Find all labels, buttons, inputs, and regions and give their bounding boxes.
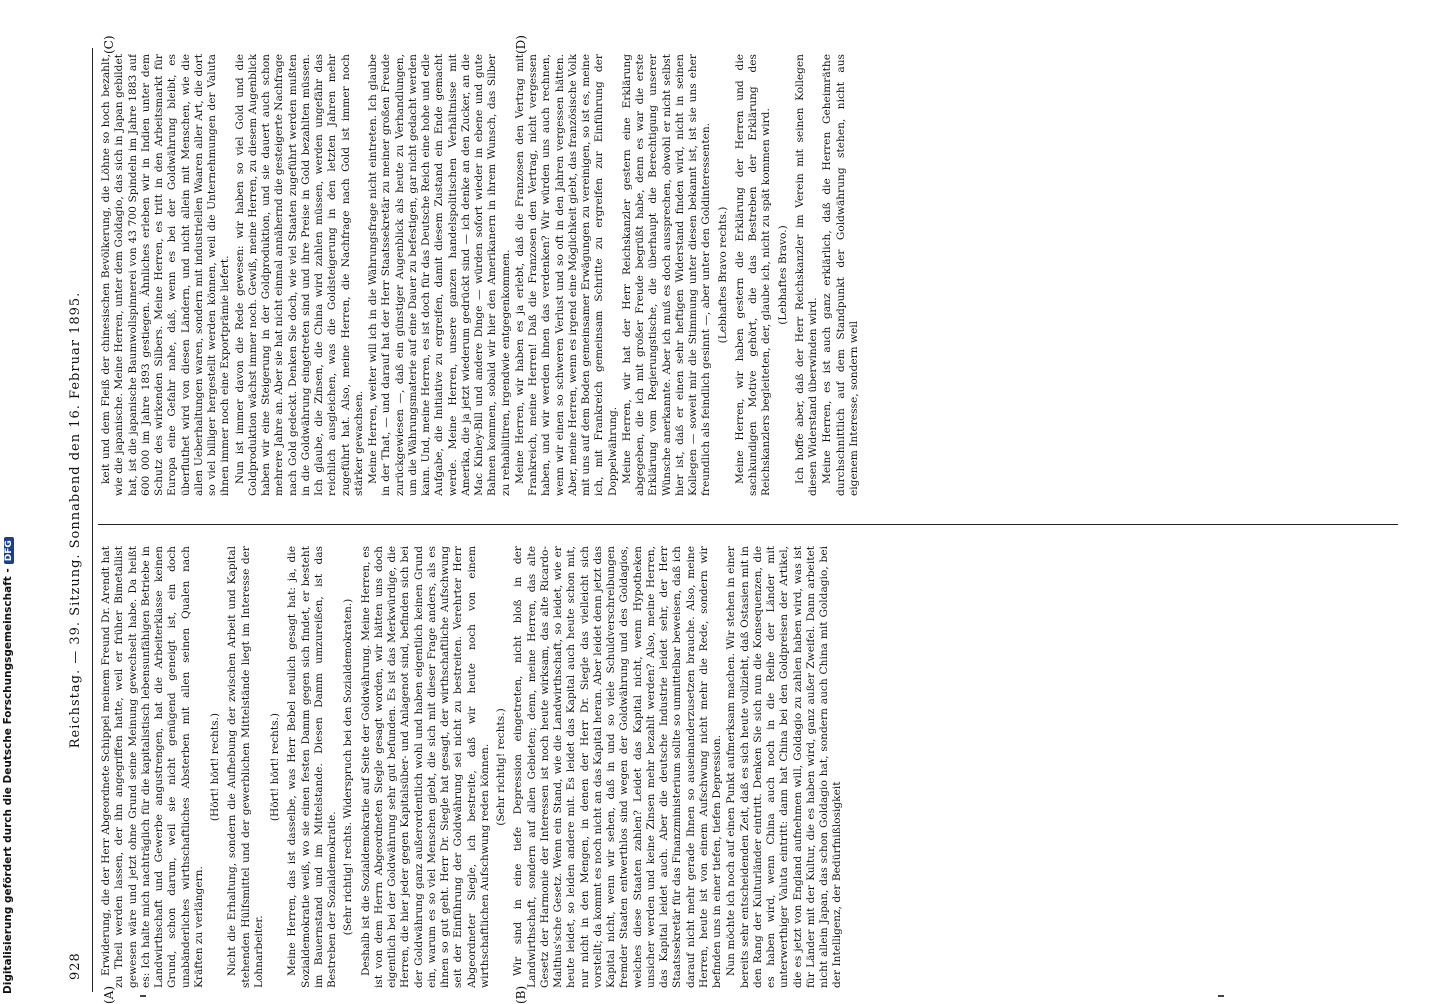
paragraph: Meine Herren, weiter will ich in die Währungsfrage nicht eintreten. Ich glaube in der That, — und darauf hat der Herr Staatssekretär zu meiner großen Freude zurückgewiesen —, daß ein günstiger Augenblick als heute zu Verhandlungen, um die Währungsmaterie auf eine Dauer zu befestigen, gar nicht gedacht werden kann. Und, meine Herren, es ist doch für das Deutsche Reich eine hohe und edle Aufgabe, die Initiative zu ergreifen, damit diesem Zustand ein Ende gemacht werde. Meine Herren, unsere ganzen handelspolitischen Verhältnisse mit Amerika, die ja jetzt wiederum gedrückt sind — ich denke an den Zucker, an die Mac Kinley-Bill und andere Dinge — würden sofort wieder in ebene und gute Bahnen kommen, sobald wir hier den Amerikanern in ihrem Wunsch, das Silber zu rehabilitiren, irgendwie entgegenkommen.: [367, 54, 512, 496]
margin-mark-d: (D): [514, 35, 528, 54]
interjection: (Hört! hört! rechts.): [209, 712, 221, 822]
paragraph: Meine Herren, das ist dasselbe, was Herr Bebel neulich gesagt hat: ja, die Sozialdemokratie weiß, wo sie einen festen Damm gegen sich findet, er besteht im Bauernstand und im Mittelstande. Diesen Damm umzureißen, ist das Bestreben der Sozialdemokratie.: [286, 546, 338, 988]
scan-tick-mark: [140, 995, 146, 997]
interjection: (Sehr richtig! rechts.): [495, 708, 507, 826]
margin-mark-a: (A): [102, 985, 116, 1004]
paragraph: Meine Herren, wir hat der Herr Reichskanzler gestern eine Erklärung abgegeben, die ich mit großer Freude begrüßt habe, denn es war die erste Erklärung vom Regierungstische, die überhaupt die Berechtigung unserer Wünsche anerkannte. Aber ich muß es doch aussprechen, obwohl er nicht selbst hier ist, daß er einen sehr heftigen Widerstand finden wird, nicht in seinen Kollegen — soweit mir die Stimmung unter diesen bekannt ist, ist sie uns eher freundlich als feindlich gesinnt —, aber unter den Goldinteressenten.: [620, 54, 713, 496]
paragraph: keit und dem Fleiß der chinesischen Bevölkerung, die Löhne so hoch bezahlt, wie die japanische. Meine Herren, unter dem Goldagio, das sich in Japan gebildet hat, ist die japanische Baumwollspinnerei von 43 700 Spindeln im Jahre 1883 auf 600 000 im Jahre 1893 gestiegen. Ähnliches erleben wir in Indien unter dem Schutz des wirkenden Silbers. Meine Herren, es tritt in den Arbeitsmarkt für Europa eine Gefahr nahe, daß, wenn es bei der Goldwährung bleibt, es überfluthet wird von diesen Ländern, und nicht allein mit Menschen, wie die allen Ueberhaltungen waren, sondern mit industriellen Waaren aller Art, die dort so viel billiger hergestellt werden können, weil die Unternehmungen der Valuta ihnen immer noch eine Exportprämie liefert.: [100, 54, 232, 496]
left-text-column: [100, 546, 1396, 988]
scan-tick-mark: [1218, 995, 1224, 997]
margin-mark-c: (C): [102, 35, 116, 54]
paragraph: Ich hoffe aber, daß der Herr Reichskanzler im Verein mit seinen Kollegen diesen Widerstand überwinden wird.: [793, 54, 819, 496]
column-divider: [98, 524, 1398, 525]
page-number: 928: [68, 952, 83, 980]
interjection: (Lebhaftes Bravo rechts.): [716, 206, 729, 344]
credit-text: Digitalisierung gefördert durch die Deutsche Forschungsgemeinschaft -: [2, 568, 14, 994]
interjection: (Sehr richtig! rechts. Widerspruch bei den Sozialdemokraten.): [342, 598, 355, 936]
dfg-logo-icon: DFG: [4, 537, 14, 564]
paragraph: Wir sind in eine tiefe Depression eingetreten, nicht bloß in der Landwirthschaft, sondern auf allen Gebieten; denn, meine Herren, das alte Gesetz der Harmonie der Interessen ist noch heute wirksam, das alte Ricardo-Malthus'sche Gesetz. Wenn ein Stand, wie die Landwirthschaft, so leidet, wie er heute leidet, so leiden andere mit. Es leidet das Kapital auch heute schon mit, nur nicht in den Mengen, in denen der Herr Dr. Siegle das vielleicht sich vorstellt; da kommt es noch nicht an das Kapital heran. Aber leidet denn jetzt das Kapital nicht, wenn wir sehen, daß in und so viele Schuldverschreibungen fremder Staaten entwerthlos sind wegen der Goldwährung und des Goldagios, welches diese Staaten zahlen? Leidet das Kapital nicht, wenn Hypotheken unsicher werden und keine Zinsen mehr bezahlt werden? Also, meine Herren, das Kapital leidet auch. Aber die deutsche Industrie leidet sehr, der Herr Staatssekretär für das Finanzministerium sollte so unmittelbar beweisen, daß ich darauf nicht mehr gerade Ihnen so auseinanderzusetzen brauche. Also, meine Herren, heute ist von einem Aufschwung nicht mehr die Rede, sondern wir befinden uns in einer tiefen, tiefen Depression.: [512, 546, 723, 988]
paragraph: Erwiderung, die der Herr Abgeordnete Schippel meinem Freund Dr. Arendt hat zu Theil werden lassen, der ihn angegriffen hatte, weil er früher Bimetallist gewesen wäre und jetzt ohne Grund seine Meinung gewechselt habe. Da heißt es: Ich halte mich nachträglich für die kapitalistisch lebensunfähigen Betriebe in Landwirthschaft und Gewerbe angustrengen, hat die Arbeiterklasse keinen Grund, schon darum, weil sie nicht genügend geneigt ist, ein doch unabänderliches wirthschaftliches Absterben mit allen seinen Qualen nach Kräften zu verlängern.: [100, 546, 205, 988]
paragraph: Nicht die Erhaltung, sondern die Aufhebung der zwischen Arbeit und Kapital stehenden Hülfsmittel und der gewerblichen Mittelstände liegt im Interesse der Lohnarbeiter.: [226, 546, 265, 988]
paragraph: Nun ist immer davon die Rede gewesen: wir haben so viel Gold und die Goldproduktion wächst immer noch. Gewiß, meine Herren, zu diesem Augenblick haben wir eine Steigerung in der Goldproduktion, und sie dauert auch schon mehrere Jahre an. Aber sie hat nicht einmal annähernd die gesteigerte Nachfrage nach Gold gedeckt. Denken Sie doch, wie viel Staaten zugeführt werden mußten in die Goldwährung eingetreten sind und ihre Preise in Gold bezahlten müssen. Ich glaube, die Zinsen, die China wird zahlen müssen, werden ungefähr das reichlich ausgleichen, was die Goldsteigerung in den letzten Jahren mehr zugeführt hat. Also, meine Herren, die Nachfrage nach Gold ist immer noch stärker gewachsen.: [233, 54, 365, 496]
footer-strip: [0, 0, 20, 1000]
paragraph: Nun möchte ich noch auf einen Punkt aufmerksam machen. Wir stehen in einer bereits sehr entscheidenden Zeit, daß es sich heute vollzieht, daß Ostasien mit in den Rang der Kulturländer eintritt. Denken Sie sich nun die Konsequenzen, die es haben wird, wenn China auch noch in die Reihe der Länder mit unterwerthiger Valuta eintritt: dann hat China bei den Goldpreisen der Artikel, die es jetzt von England aufnehmen will, Goldagio zu zahlen haben wird, was ist für Länder mit der Kultur, die es haben wird, ganz außer Zweifel. Dann arbeitet nicht allein Japan, das schon Goldagio hat, sondern auch China mit Goldagio, bei der Intelligenz, der Bedürfnißlosigkeit: [725, 546, 844, 988]
page-header: [68, 60, 90, 980]
paragraph: Deshalb ist die Sozialdemokratie auf Seite der Goldwährung. Meine Herren, es ist von dem Herrn Abgeordneten Siegle gesagt worden, wir hätten uns doch eigentlich bei der Goldwährung sehr gut befunden. Es ist das Merkwürdige, die Herren, die hier jeder gegen Kapitalsüber- und Anlagenot sind, befinden sich bei der Goldwährung ganz außerordentlich wohl und haben eigentlich keinen Grund ein, warum es so viel Menschen giebt, die sich mit dieser Frage anders, als es ihnen so gut geht. Herr Dr. Siegle hat gesagt, der wirthschaftliche Aufschwung seit der Einführung der Goldwährung sei nicht zu bestreiten. Verehrter Herr Abgeordneter Siegle, ich bestreite, daß wir heute noch von einem wirthschaftlichen Aufschwung reden können.: [359, 546, 491, 988]
header-rule: [92, 48, 93, 992]
right-text-column: [100, 54, 1396, 496]
paragraph: Meine Herren, es ist auch ganz erklärlich, daß die Herren Geheimräthe durchschnittlich auf dem Standpunkt der Goldwährung stehen, nicht aus eigenem Interesse, sondern weil: [821, 54, 860, 496]
rotated-page-content: [62, 35, 1402, 1004]
paragraph: Meine Herren, wir haben es ja erlebt, daß die Franzosen den Vertrag mit Frankreich, meine Herren! Daß die Franzosen den Vertrag, nicht vergessen haben, und wir werden ihnen das verdenken? Wir würden uns auch rechnen, wenn wir einen so schweren Verlust und so oft in den Jahren vergessen hätten. Aber, meine Herren, wenn es irgend eine Möglichkeit giebt, das französische Volk mit uns auf dem Boden gemeinsamer Erwägungen zu vereinigen, so ist es, meine ich, mit Frankreich gemeinsam Schritte zu ergreifen zur Einführung der Doppelwährung.: [513, 54, 619, 496]
interjection: (Lebhaftes Bravo.): [776, 225, 789, 325]
running-title: Reichstag. — 39. Sitzung. Sonnabend den 16. Februar 1895.: [68, 291, 83, 749]
digitization-credit: [2, 540, 18, 994]
interjection: (Hört! hört! rechts.): [269, 712, 281, 822]
paragraph: Meine Herren, wir haben gestern die Erklärung der Herren und die sachkundigen Motive gehört, die das Bestreben der Erklärung des Reichskanzlers begleiteten, der, glaube ich, nicht zu spät kommen wird.: [733, 54, 773, 496]
margin-mark-b: (B): [514, 985, 528, 1004]
